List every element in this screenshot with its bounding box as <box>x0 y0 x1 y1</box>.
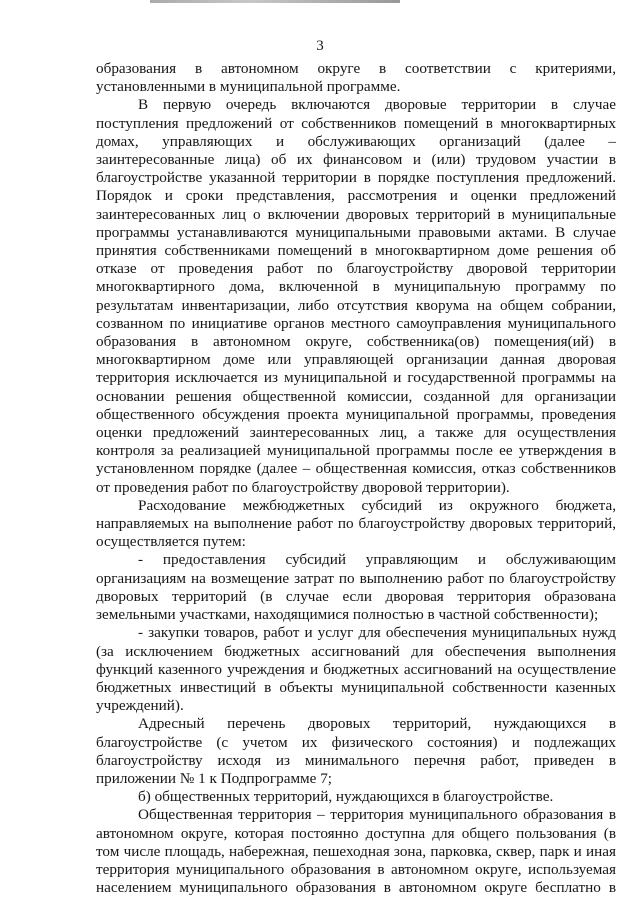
page-number: 3 <box>316 38 324 54</box>
paragraph-priority-inclusion: В первую очередь включаются дворовые территории в случае поступления предложений от собственников помещений в многоквартирных домах, управляющих и обслуживающих организаций (далее – заинтересованные лица) об их финансовом и (или) трудовом участии в благоустройстве указанной территории в порядке поступления предложений. Порядок и сроки представления, рассмотрения и оценки предложений заинтересованных лиц о включении дворовых территорий в муниципальные программы устанавливаются муниципальными правовыми актами. В случае принятия собственниками помещений в многоквартирном доме решения об отказе от проведения работ по благоустройству дворовой территории многоквартирного дома, включенной в муниципальную программу по результатам инвентаризации, либо отсутствия кворума на общем собрании, созванном по инициативе органов местного самоуправления муниципального образования в автономном округе, собственника(ов) помещения(ий) в многоквартирном доме или управляющей организации данная дворовая территория исключается из муниципальной и государственной программы на основании решения общественной комиссии, созданной для организации общественного обсуждения проекта муниципальной программы, проведения оценки предложений заинтересованных лиц, а также для осуществления контроля за реализацией муниципальной программы после ее утверждения в установленном порядке (далее – общественная комиссия, отказ собственников от проведения работ по благоустройству дворовой территории). <box>96 96 616 496</box>
paragraph-address-list: Адресный перечень дворовых территорий, нуждающихся в благоустройстве (с учетом их физического состояния) и подлежащих благоустройству исходя из минимального перечня работ, приведен в приложении № 1 к Подпрограмме 7; <box>96 715 616 787</box>
document-body <box>96 60 616 897</box>
paragraph-subsidy-spending: Расходование межбюджетных субсидий из окружного бюджета, направляемых на выполнение работ по благоустройству дворовых территорий, осуществляется путем: <box>96 496 616 551</box>
list-item-procurement: - закупки товаров, работ и услуг для обеспечения муниципальных нужд (за исключением бюджетных ассигнований для обеспечения выполнения функций казенного учреждения и бюджетных ассигнований на осуществление бюджетных инвестиций в объекты муниципальной собственности казенных учреждений). <box>96 624 616 715</box>
list-item-subsidies: - предоставления субсидий управляющим и обслуживающим организациям на возмещение затрат по выполнению работ по благоустройству дворовых территорий (в случае если дворовая территория образована земельными участками, находящимися полностью в частной собственности); <box>96 551 616 624</box>
paragraph-continuation: образования в автономном округе в соответствии с критериями, установленными в муниципальной программе. <box>96 60 616 96</box>
scan-edge-artifact <box>150 0 400 3</box>
paragraph-public-territory-definition: Общественная территория – территория муниципального образования в автономном округе, которая постоянно доступна для общего пользования (в том числе площадь, набережная, пешеходная зона, парковка, сквер, парк и иная территория муниципального образования в автономном округе, используемая населением муниципального образования в автономном округе бесплатно в <box>96 806 616 897</box>
list-item-public-territories: б) общественных территорий, нуждающихся в благоустройстве. <box>138 788 554 806</box>
